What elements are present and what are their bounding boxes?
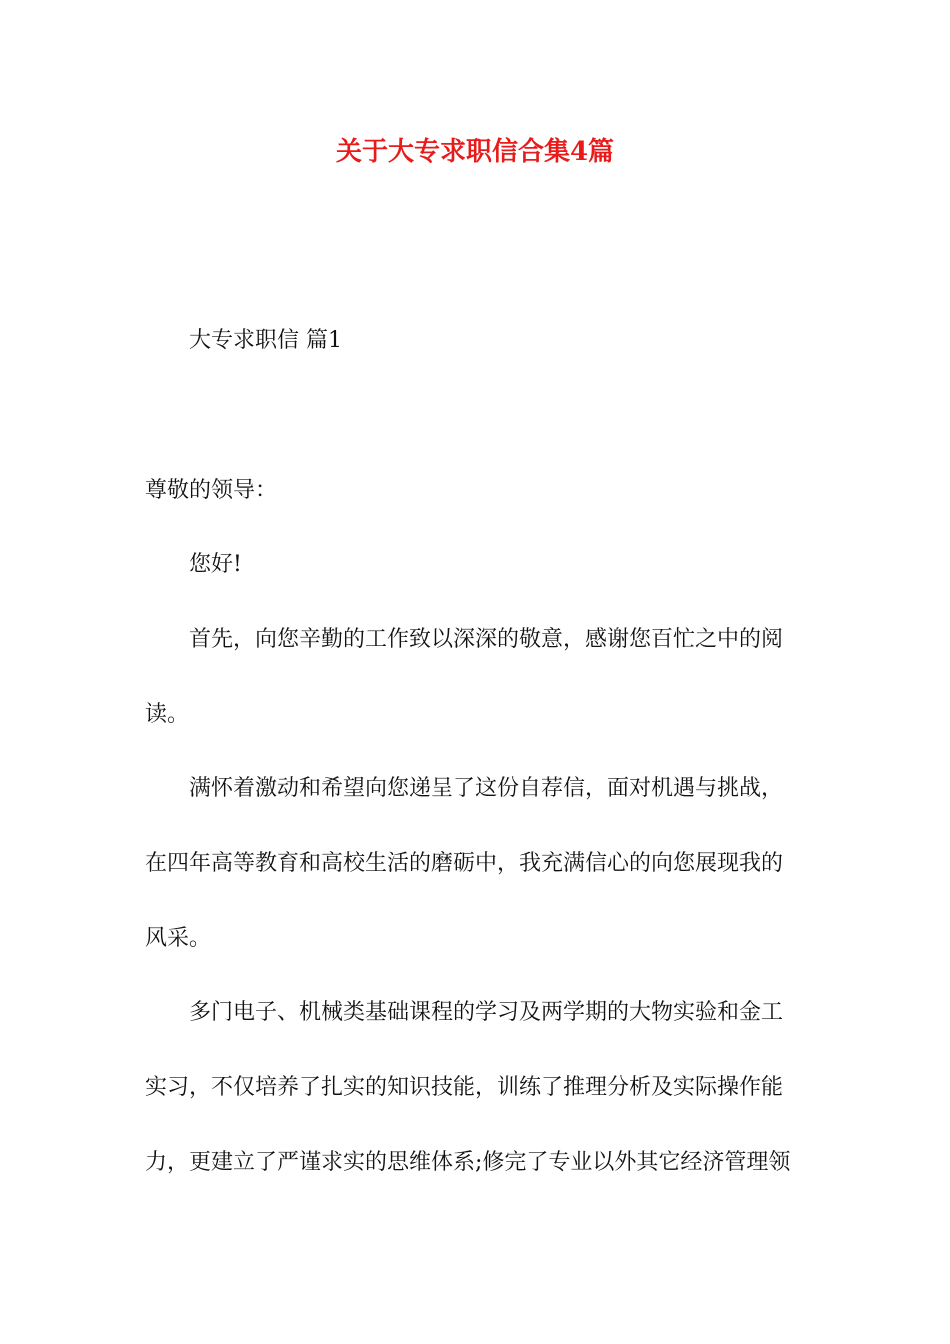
paragraph-line: 多门电子、机械类基础课程的学习及两学期的大物实验和金工 <box>189 1000 784 1025</box>
paragraph-line: 风采。 <box>145 926 212 951</box>
paragraph-line: 实习，不仅培养了扎实的知识技能，训练了推理分析及实际操作能 <box>145 1075 784 1100</box>
paragraph-line: 满怀着激动和希望向您递呈了这份自荐信，面对机遇与挑战， <box>189 776 784 801</box>
section-heading: 大专求职信 篇1 <box>189 328 342 353</box>
document-title: 关于大专求职信合集4篇 <box>335 137 615 167</box>
paragraph-line: 读。 <box>145 702 190 727</box>
paragraph-line: 力，更建立了严谨求实的思维体系;修完了专业以外其它经济管理领 <box>145 1150 791 1175</box>
paragraph-line: 首先，向您辛勤的工作致以深深的敬意，感谢您百忙之中的阅 <box>189 627 784 652</box>
greeting: 您好! <box>189 552 242 577</box>
paragraph-line: 在四年高等教育和高校生活的磨砺中，我充满信心的向您展现我的 <box>145 851 784 876</box>
salutation: 尊敬的领导： <box>145 478 278 503</box>
